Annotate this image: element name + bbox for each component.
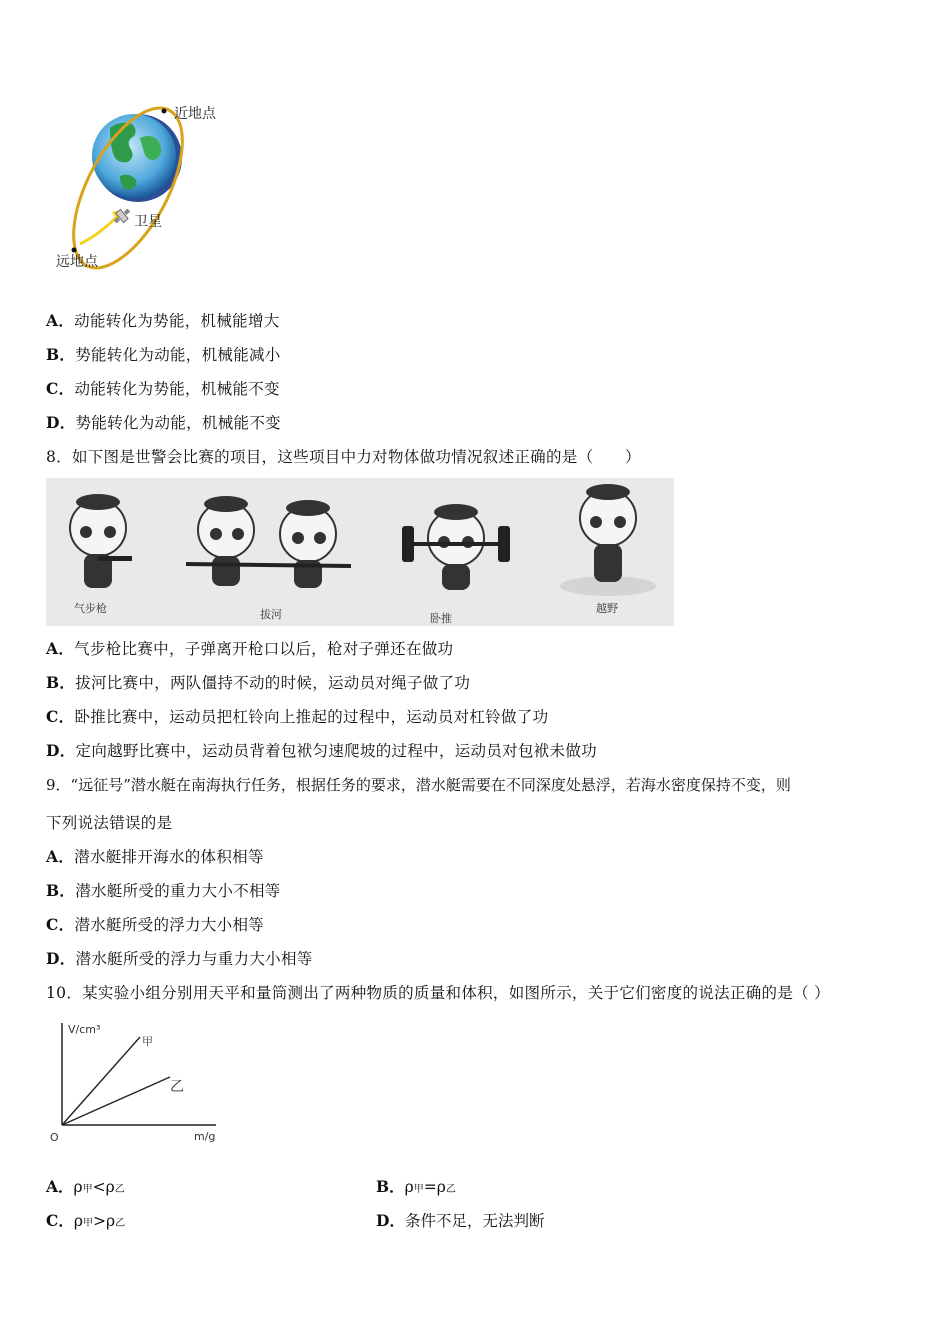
figure-background <box>46 478 674 626</box>
q10-density-graph <box>46 1015 226 1147</box>
q7-option-a[interactable] <box>46 311 280 331</box>
orbit-arrow-path <box>80 214 120 244</box>
satellite-orbit-figure <box>50 98 240 278</box>
subscript-jia: 甲 <box>82 1218 93 1229</box>
q9-option-c[interactable] <box>46 915 264 935</box>
q8-sports-figure <box>46 478 674 626</box>
q7-option-b[interactable] <box>46 345 281 365</box>
subscript-yi: 乙 <box>445 1184 456 1195</box>
option-letter: C． <box>46 915 75 934</box>
rho-symbol: ρ <box>73 1212 83 1230</box>
option-text: 势能转化为动能，机械能不变 <box>75 414 281 432</box>
option-letter: D． <box>46 413 76 432</box>
perigee-label: 近地点 <box>174 106 216 122</box>
option-text: 潜水艇所受的浮力与重力大小相等 <box>75 950 313 968</box>
option-text: 动能转化为势能，机械能不变 <box>74 380 280 398</box>
option-letter: C． <box>46 1211 74 1230</box>
rho-symbol: ρ <box>404 1178 414 1196</box>
line-jia <box>62 1037 140 1125</box>
option-letter: B． <box>46 673 76 692</box>
option-letter: C． <box>46 379 75 398</box>
q8-option-d[interactable] <box>46 741 597 761</box>
q8-option-c[interactable] <box>46 707 548 727</box>
x-axis-label: m/g <box>194 1130 216 1143</box>
perigee-dot <box>162 109 167 114</box>
q10-option-d[interactable] <box>376 1211 544 1231</box>
q9-stem-line2: 下列说法错误的是 <box>46 814 173 832</box>
relation: > <box>92 1212 106 1230</box>
apogee-dot <box>72 248 77 253</box>
option-letter: C． <box>46 707 75 726</box>
q9-option-a[interactable] <box>46 847 264 867</box>
q9-option-d[interactable] <box>46 949 313 969</box>
option-letter: B． <box>46 881 76 900</box>
option-text: 定向越野比赛中，运动员背着包袱匀速爬坡的过程中，运动员对包袱未做功 <box>75 742 597 760</box>
option-letter: B． <box>376 1177 405 1196</box>
option-text: 卧推比赛中，运动员把杠铃向上推起的过程中，运动员对杠铃做了功 <box>74 708 549 726</box>
rho-symbol: ρ <box>73 1178 83 1196</box>
q8-option-a[interactable] <box>46 639 453 659</box>
relation: = <box>423 1178 437 1196</box>
option-text: 势能转化为动能，机械能减小 <box>75 346 281 364</box>
q10-option-c[interactable] <box>46 1211 125 1234</box>
q10-stem: 10．某实验小组分别用天平和量筒测出了两种物质的质量和体积，如图所示，关于它们密度的说法正确的是（ ） <box>46 984 830 1002</box>
option-letter: B． <box>46 345 76 364</box>
rho-symbol: ρ <box>105 1178 115 1196</box>
rho-symbol: ρ <box>105 1212 116 1230</box>
option-text: 潜水艇所受的浮力大小相等 <box>74 916 265 934</box>
label-air-rifle: 气步枪 <box>74 602 107 615</box>
rho-symbol: ρ <box>436 1178 446 1196</box>
line-yi <box>62 1077 170 1125</box>
subscript-yi: 乙 <box>115 1218 126 1229</box>
label-cross-country: 越野 <box>596 602 618 615</box>
option-letter: D． <box>376 1211 405 1230</box>
satellite-label: 卫星 <box>134 214 162 230</box>
option-letter: A． <box>46 1177 74 1196</box>
subscript-jia: 甲 <box>82 1184 93 1195</box>
option-letter: A． <box>46 639 75 658</box>
line-yi-label: 乙 <box>170 1079 184 1095</box>
option-text: 拔河比赛中，两队僵持不动的时候，运动员对绳子做了功 <box>75 674 471 692</box>
q9-option-b[interactable] <box>46 881 281 901</box>
line-jia-label: 甲 <box>142 1035 153 1048</box>
relation: < <box>92 1178 106 1196</box>
origin-label: O <box>50 1131 59 1144</box>
label-bench-press: 卧推 <box>430 612 452 625</box>
option-text: 潜水艇排开海水的体积相等 <box>74 848 264 866</box>
q10-option-b[interactable] <box>376 1177 456 1200</box>
option-text: 潜水艇所受的重力大小不相等 <box>75 882 281 900</box>
q8-stem: 8．如下图是世警会比赛的项目，这些项目中力对物体做功情况叙述正确的是（ ） <box>46 448 641 466</box>
q10-option-a[interactable] <box>46 1177 125 1200</box>
option-letter: A． <box>46 847 75 866</box>
q7-option-d[interactable] <box>46 413 281 433</box>
q8-option-b[interactable] <box>46 673 470 693</box>
subscript-yi: 乙 <box>114 1184 125 1195</box>
y-axis-label: V/cm³ <box>68 1023 101 1036</box>
satellite-icon <box>111 206 133 227</box>
option-letter: D． <box>46 741 76 760</box>
option-letter: D． <box>46 949 76 968</box>
option-text: 条件不足，无法判断 <box>404 1212 545 1230</box>
option-text: 气步枪比赛中，子弹离开枪口以后，枪对子弹还在做功 <box>74 640 454 658</box>
q9-stem-line1: 9．“远征号”潜水艇在南海执行任务，根据任务的要求，潜水艇需要在不同深度处悬浮，若海水密度保持不变，则 <box>46 776 791 794</box>
option-letter: A． <box>46 311 75 330</box>
option-text: 动能转化为势能，机械能增大 <box>74 312 280 330</box>
subscript-jia: 甲 <box>413 1184 424 1195</box>
q7-option-c[interactable] <box>46 379 280 399</box>
label-tug-of-war: 拔河 <box>260 608 282 621</box>
apogee-label: 远地点 <box>56 254 98 270</box>
